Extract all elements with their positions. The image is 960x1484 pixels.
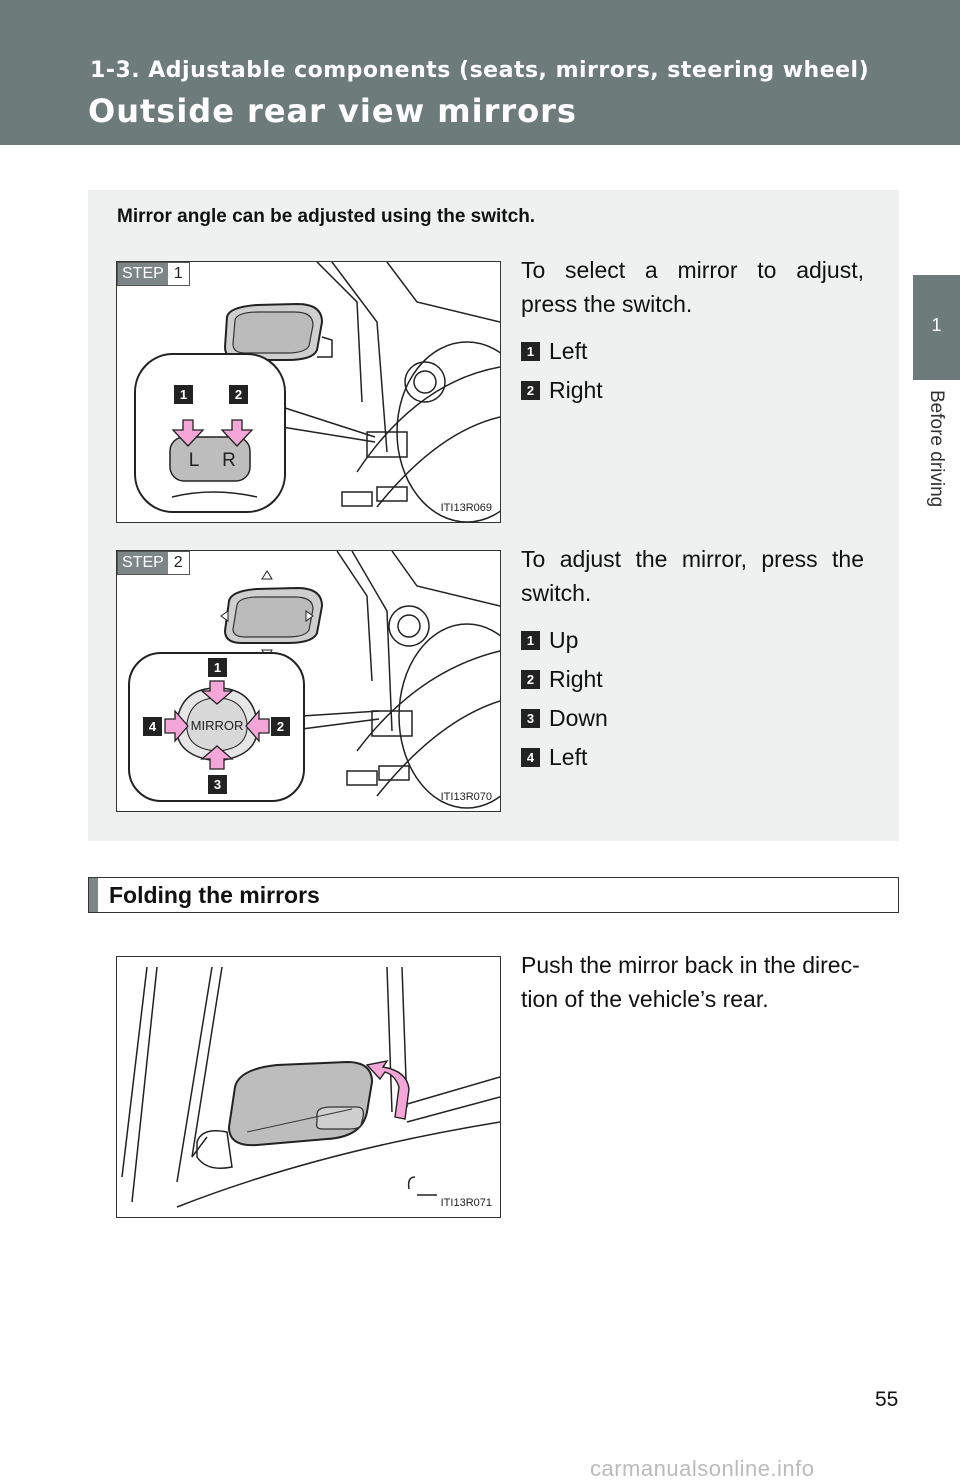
chapter-label-text: Before driving: [926, 390, 947, 508]
folding-mirror: [229, 1062, 372, 1145]
step1-figure: [116, 261, 501, 523]
step2-item-down: [521, 705, 608, 732]
step1-text-line1: To select a mirror to adjust,: [521, 257, 864, 283]
item-label: Right: [549, 377, 603, 403]
folding-figure: [116, 956, 501, 1218]
num-badge-2: 2: [521, 670, 540, 689]
switch-letter-l: L: [188, 450, 200, 471]
step1-callout-2: 2: [234, 387, 243, 402]
num-badge-1: 1: [521, 631, 540, 650]
folding-text-line2: tion of the vehicle’s rear.: [521, 986, 769, 1012]
step2-badge: [117, 551, 190, 575]
item-label: Up: [549, 627, 579, 653]
item-label: Left: [549, 744, 588, 770]
step1-badge: [117, 262, 190, 286]
page-header: [0, 0, 960, 145]
figure-code: ITI13R070: [440, 791, 492, 803]
step2-item-up: [521, 627, 578, 654]
step2-callout-3: 3: [213, 777, 222, 792]
section-title: 1-3. Adjustable components (seats, mirrors, steering wheel): [90, 58, 870, 83]
step2-callout-1: 1: [213, 660, 222, 675]
step2-text-line1: To adjust the mirror, press the: [521, 546, 864, 572]
page-number: 55: [875, 1388, 899, 1411]
step-number: 1: [173, 265, 183, 282]
item-label: Right: [549, 666, 603, 692]
step2-mirror: [221, 571, 322, 658]
figure-code: ITI13R071: [440, 1197, 492, 1209]
folding-heading: [88, 877, 899, 913]
chapter-tab-label: [912, 390, 960, 540]
step-label: STEP: [118, 552, 168, 574]
fold-arrow: [367, 1061, 409, 1119]
step2-figure: [116, 550, 501, 812]
step1-illustration: [117, 262, 500, 522]
page-title: Outside rear view mirrors: [88, 92, 577, 130]
folding-heading-text: Folding the mirrors: [109, 882, 320, 908]
step1-item-right: [521, 377, 603, 404]
step2-item-left: [521, 744, 587, 771]
step1-item-left: [521, 338, 587, 365]
num-badge-3: 3: [521, 709, 540, 728]
step1-switch-inset: [135, 354, 285, 512]
figure-code: ITI13R069: [440, 502, 492, 514]
step2-callout-2: 2: [276, 719, 285, 734]
chapter-number: 1: [931, 315, 942, 335]
num-badge-1: 1: [521, 342, 540, 361]
step1-text-line2: press the switch.: [521, 291, 693, 317]
step-label: STEP: [118, 263, 168, 285]
step2-illustration: [117, 551, 500, 811]
folding-illustration: [117, 957, 500, 1217]
num-badge-2: 2: [521, 381, 540, 400]
intro-text: Mirror angle can be adjusted using the switch.: [117, 206, 536, 227]
chapter-tab[interactable]: [913, 275, 960, 380]
item-label: Left: [549, 338, 588, 364]
step2-callout-4: 4: [148, 719, 157, 734]
step-number: 2: [173, 554, 183, 571]
folding-text-line1: Push the mirror back in the direc-: [521, 952, 860, 978]
step1-mirror: [225, 304, 332, 360]
step2-text-line2: switch.: [521, 580, 592, 606]
step1-callout-1: 1: [179, 387, 188, 402]
item-label: Down: [549, 705, 608, 731]
step2-item-right: [521, 666, 603, 693]
mirror-switch-label: MIRROR: [190, 718, 244, 733]
num-badge-4: 4: [521, 748, 540, 767]
footer-watermark[interactable]: carmanualsonline.info: [590, 1456, 815, 1481]
switch-letter-r: R: [222, 450, 236, 471]
